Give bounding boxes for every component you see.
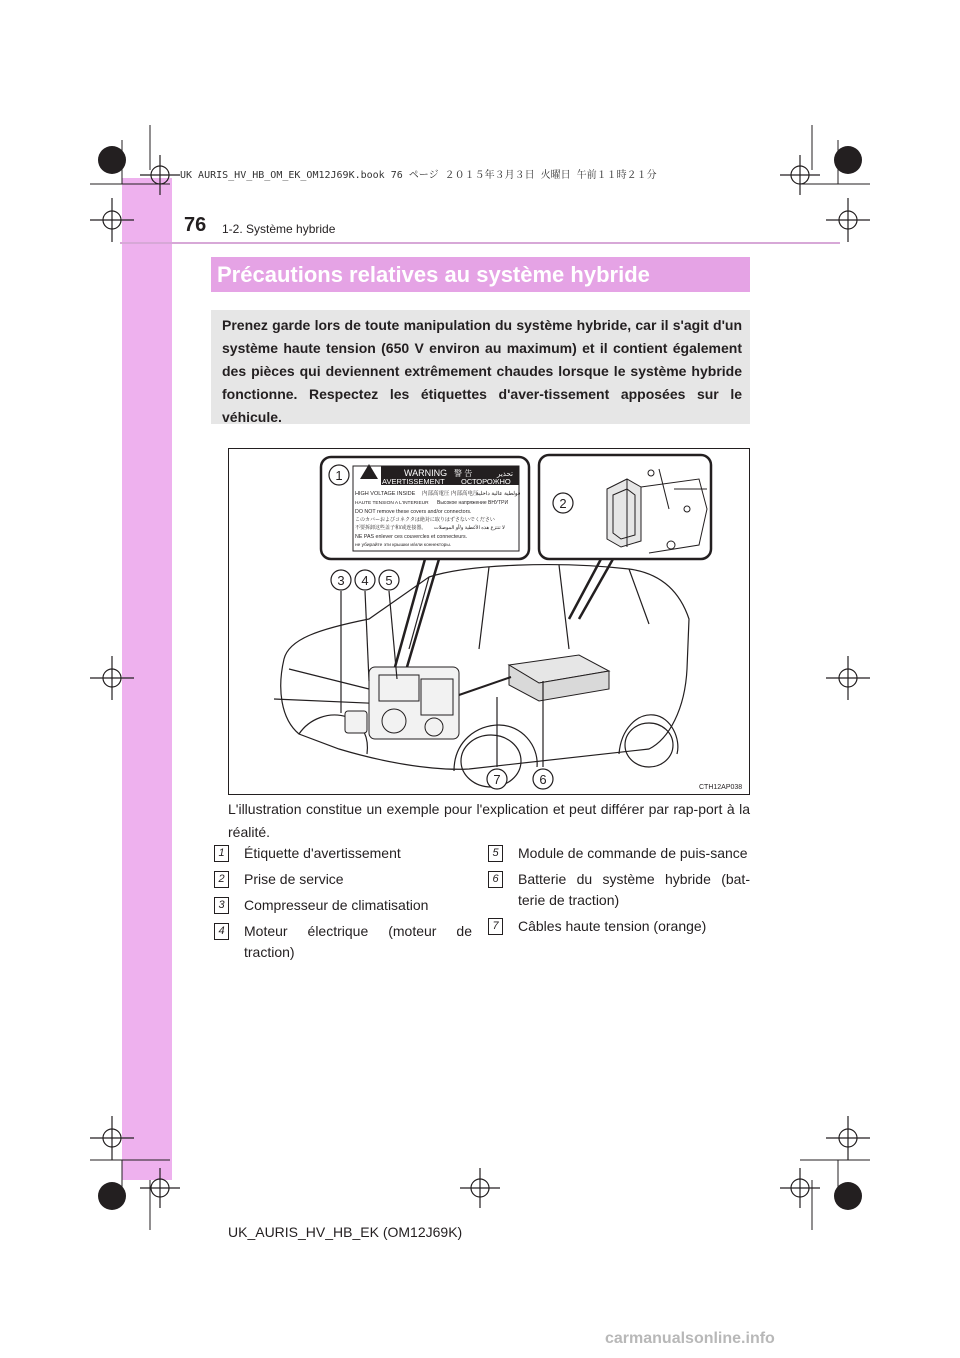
svg-text:6: 6	[539, 772, 547, 787]
callout-6	[533, 769, 553, 789]
car-diagram-svg	[229, 449, 751, 796]
legend-number: 5	[488, 845, 503, 862]
callout-3	[331, 570, 351, 590]
label-haute-tension: HAUTE TENSION A L'INTERIEUR	[355, 501, 429, 506]
chapter-side-tab	[122, 178, 172, 1180]
label-avertissement: AVERTISSEMENT	[382, 477, 445, 486]
label-russian-warning: ОСТОРОЖНО	[461, 477, 511, 486]
legend-number: 4	[214, 923, 229, 940]
legend-right	[488, 843, 750, 942]
legend-text: Module de commande de puis-sance	[518, 845, 748, 861]
legend-item	[488, 843, 750, 864]
footer-model-code: UK_AURIS_HV_HB_EK (OM12J69K)	[228, 1224, 463, 1240]
svg-text:2: 2	[559, 496, 567, 511]
svg-text:5: 5	[385, 573, 393, 588]
legend-item	[488, 869, 750, 911]
label-russian-hv: Высокое напряжение ВНУТРИ	[437, 500, 509, 506]
legend-item	[214, 869, 472, 890]
label-arabic-line: لا تنتزع هذه الأغطية و/أو الموصلات	[434, 525, 505, 531]
legend-text: Câbles haute tension (orange)	[518, 918, 707, 934]
label-do-not: DO NOT remove these covers and/or connectors.	[355, 509, 472, 515]
figure-caption: L'illustration constitue un exemple pour l'explication et peut différer par rap-port à la réalité.	[228, 801, 750, 840]
label-jp-line: このカバーおよびコネクタは絶対に取りはずさないでください	[355, 517, 495, 523]
svg-text:4: 4	[361, 573, 369, 588]
page-title: Précautions relatives au système hybride	[211, 257, 750, 292]
legend-number: 6	[488, 871, 503, 888]
figure-code: CTH12AP038	[699, 784, 743, 791]
legend-text: Batterie du système hybride (bat-terie de traction)	[518, 871, 750, 908]
legend-text: Moteur électrique (moteur de traction)	[244, 923, 472, 960]
legend-item	[488, 916, 750, 937]
legend-left	[214, 843, 472, 968]
label-ne-pas: NE PAS enlever ces couvercles et connecteurs.	[355, 534, 468, 540]
legend-item	[214, 843, 472, 864]
callout-5	[379, 570, 399, 590]
label-warning-text: WARNING	[404, 468, 448, 478]
callout-7	[487, 769, 507, 789]
legend-text: Compresseur de climatisation	[244, 897, 429, 913]
svg-text:7: 7	[493, 772, 501, 787]
section-title: 1-2. Système hybride	[222, 222, 336, 236]
legend-number: 1	[214, 845, 229, 862]
legend-text: Étiquette d'avertissement	[244, 845, 401, 861]
legend-item	[214, 895, 472, 916]
hybrid-system-illustration	[228, 448, 750, 795]
label-arabic-hv: فولطية عالية داخلية	[476, 491, 521, 497]
label-arabic-warning: تحذير	[497, 471, 513, 478]
legend-number: 7	[488, 918, 503, 935]
legend-text: Prise de service	[244, 871, 344, 887]
svg-text:3: 3	[337, 573, 345, 588]
label-kanji-hv: 内部高電圧 内部高电压	[422, 491, 479, 497]
legend-number: 2	[214, 871, 229, 888]
svg-text:1: 1	[335, 468, 343, 483]
intro-warning-text: Prenez garde lors de toute manipulation du système hybride, car il s'agit d'un système haute tension (650 V environ au maximum) et il contient également des pièces qui deviennent extrêmement chaudes lorsque le système hybride fonctionne. Respectez les étiquettes d'aver-tissement apposées sur le véhicule.	[211, 310, 750, 424]
label-ru-line: не убирайте эти крышки и/или коннекторы.	[355, 543, 452, 548]
page-number: 76	[184, 214, 207, 236]
label-cn-line: 不要拆卸这些盖子和/或连接器。	[355, 525, 427, 531]
callout-4	[355, 570, 375, 590]
label-high-voltage: HIGH VOLTAGE INSIDE	[355, 491, 416, 497]
header-rule	[120, 242, 840, 244]
watermark: carmanualsonline.info	[605, 1330, 775, 1347]
callout-2	[553, 493, 573, 513]
book-info-line: UK AURIS_HV_HB_OM_EK_OM12J69K.book 76 ページ ２０１５年３月３日 火曜日 午前１１時２１分	[180, 170, 657, 181]
callout-1	[329, 465, 349, 485]
legend-number: 3	[214, 897, 229, 914]
label-kanji-warning: 警 告	[454, 469, 473, 478]
legend-item	[214, 921, 472, 963]
